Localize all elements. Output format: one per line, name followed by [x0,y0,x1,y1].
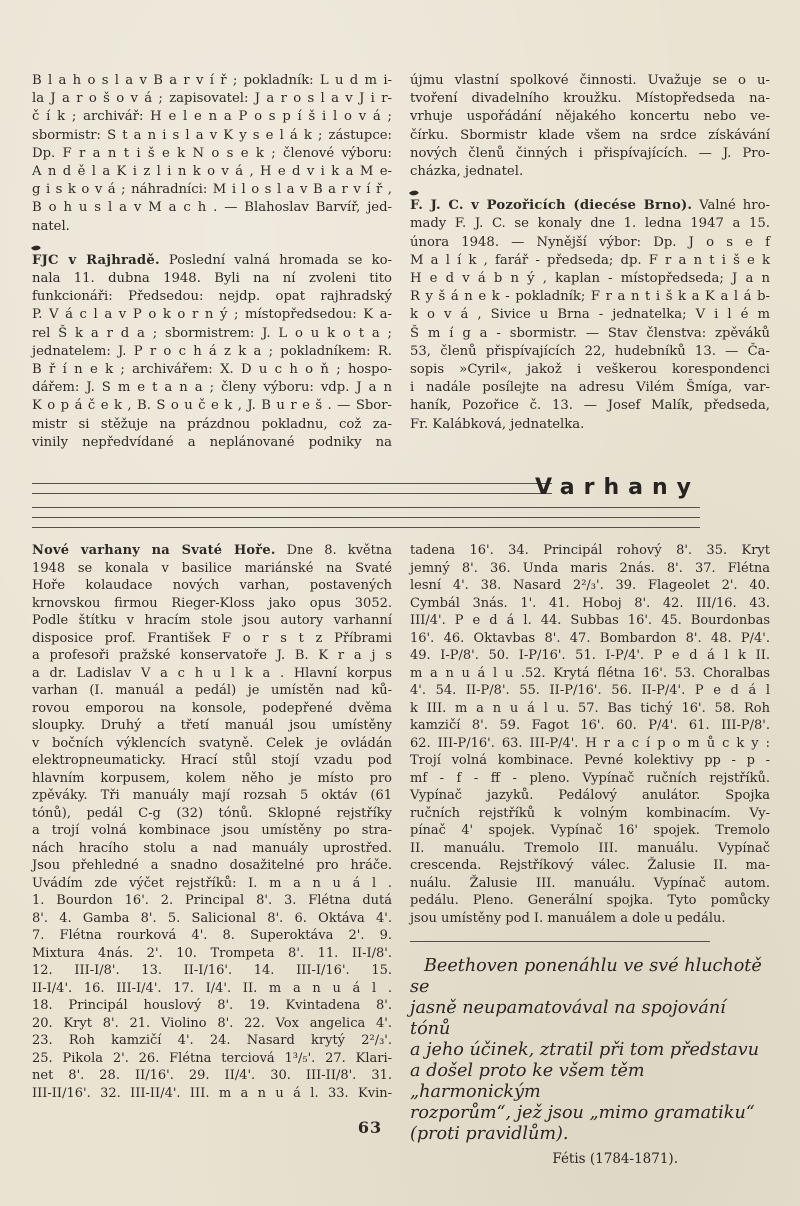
text-line: Uvádím zde výčet rejstříků: I. m a n u á l . [32,875,392,891]
article-lead: Nové varhany na Svaté Hoře. [32,543,276,558]
text-line: 4'. 54. II-P/8'. 55. II-P/16'. 56. II-P/4'. P e d á l [410,683,770,698]
text-line: Cymbál 3nás. 1'. 41. Hoboj 8'. 42. III/16. 43. [410,595,770,611]
ornament-row [32,236,392,252]
text-line: hlavním korpusem, kolem něho je místo pro [32,770,392,786]
text-line: Podle štítku v hracím stole jsou autory varhanní [32,613,392,628]
text-line: sopis »Cyril«, jakož i veškerou korespondenci [410,362,770,378]
paragraph-lead: F. J. C. v Pozořicích (diecése Brno). [410,198,693,214]
text-line: crescenda. Rejstříkový válec. Žalusie II. ma- [410,858,770,873]
text-line: net 8'. 28. II/16'. 29. II/4'. 30. III-II/8'. 31. [32,1068,392,1083]
text-line: sloupky. Druhý a třetí manuál jsou umístěny [32,718,392,733]
text-line: natel. [32,218,70,234]
header-rule [32,507,700,508]
text-line: února 1948. — Nynější výbor: Dp. J o s e f [410,234,770,250]
paragraph-lead-rest: Valné hro- [692,198,770,214]
text-line: v bočních výklencích svatyně. Celek je ovládán [32,735,392,751]
text-line: a dr. Ladislav V a c h u l k a . Hlavní korpus [32,665,392,681]
page-number: 63 [357,1118,383,1137]
text-line: K o p á č e k , B. S o u č e k , J. B u r e š . — Sbor- [32,398,392,414]
text-line: varhan (I. manuál a pedál) je umístěn nad ků- [32,683,392,698]
text-line: 16'. 46. Oktavbas 8'. 47. Bombardon 8'. 48. P/4'. [410,630,770,646]
text-line: k III. m a n u á l u. 57. Bas tichý 16'. 58. Roh [410,700,770,716]
beethoven-quote [410,956,770,1170]
text-line: B l a h o s l a v B a r v í ř ; pokladník: L u d m i- [32,73,392,88]
text-line: 1948 se konala v basilice mariánské na Svaté [32,560,392,576]
text-line [32,252,392,270]
text-line: H e d v á b n ý , kaplan - místopředseda; J a n [410,271,770,287]
text-line: 25. Pikola 2'. 26. Flétna terciová 1³/₅'. 27. Klari- [32,1050,392,1066]
text-line: (proti pravidlům). [410,1124,569,1145]
text-line: dářem: J. S m e t a n a ; členy výboru: vdp. J a n [32,380,392,396]
text-line: vinily nepředvídané a neplánované podniky na [32,434,392,450]
text-line: elektropneumaticky. Hrací stůl stojí vzadu pod [32,753,392,768]
text-line: m a n u á l u .52. Krytá flétna 16'. 53. Choralbas [410,665,770,681]
paragraph-body [32,270,392,452]
section-header-band [32,474,700,530]
quote-body [410,956,770,1145]
text-line: vrhuje uspořádání nějakého koncertu nebo ve- [410,109,770,125]
text-line: 62. III-P/16'. 63. III-P/4'. H r a c í p o m ů c k y : [410,735,770,751]
paragraph-lead-rest: Poslední valná hromada se ko- [159,252,392,268]
text-line [32,542,392,560]
text-line: 18. Principál houslový 8'. 19. Kvintadena 8'. [32,998,392,1013]
text-line: funkcionáři: Předsedou: nejdp. opat rajhradský [32,289,392,305]
header-rule [32,517,700,518]
quote-attribution: Fétis (1784-1871). [552,1151,678,1168]
text-line: B o h u s l a v M a c h . — Blahoslav Barvíř, jed- [32,200,392,216]
text-line: Trojí volná kombinace. Pevné kolektivy pp - p - [410,753,770,768]
text-line: Vypínač jazyků. Pedálový anulátor. Spojka [410,788,770,803]
text-line: tadena 16'. 34. Principál rohový 8'. 35. Kryt [410,543,770,558]
text-line: III-II/16'. 32. III-II/4'. III. m a n u á l. 33. Kvin- [32,1085,392,1101]
text-line: rel Š k a r d a ; sbormistrem: J. L o u k o t a ; [32,325,392,341]
article-body [32,560,392,1103]
committee-paragraph [32,72,392,236]
text-line: haník, Pozořice č. 13. — Josef Malík, předseda, [410,398,770,414]
text-line: B ř í n e k ; archivářem: X. D u c h o ň ; hospo- [32,362,392,378]
top-left-column [32,72,392,452]
text-line: cházka, jednatel. [410,164,524,180]
text-line: mistr si stěžuje na prázdnou pokladnu, což za- [32,416,392,432]
text-line: II. manuálu. Tremolo III. manuálu. Vypínač [410,840,770,856]
text-line: k o v á , Sivice u Brna - jednatelka; V i l é m [410,307,770,323]
text-line: la J a r o š o v á ; zapisovatel: J a r o s l a v J i r- [32,91,392,107]
article-body [410,542,770,927]
text-line: i nadále posílejte na adresu Vilém Šmíga, var- [410,380,770,396]
text-line: nách hracího stolu a nad manuály uprostřed. [32,840,392,856]
top-right-column [410,72,770,434]
fjc-pozorice-paragraph [410,197,770,434]
text-line: újmu vlastní spolkové činnosti. Uvažuje se o u- [410,73,770,88]
text-line: 1. Bourdon 16'. 2. Principal 8'. 3. Flétna dutá [32,893,392,908]
header-rule [32,493,552,494]
text-line: 12. III-I/8'. 13. II-I/16'. 14. III-I/16'. 15. [32,963,392,978]
text-line: tónů), pedál C-g (32) tónů. Sklopné rejstříky [32,805,392,821]
text-line: M a l í k , farář - předseda; dp. F r a n t i š e k [410,252,770,268]
text-line: krnovskou firmou Rieger-Kloss jako opus 3052. [32,595,392,611]
text-line: sbormistr: S t a n i s l a v K y s e l á k ; zástupce: [32,127,392,143]
text-line: ručních rejstříků k volným kombinacím. Vy- [410,805,770,821]
text-line: a došel proto ke všem těm „harmonickým [410,1061,645,1103]
text-line: zpěváky. Tři manuály mají rozsah 5 oktáv (61 [32,788,392,803]
text-line: 20. Kryt 8'. 21. Violino 8'. 22. Vox angelica 4'. [32,1015,392,1031]
text-line [410,197,770,215]
header-rule [32,483,552,484]
text-line: disposice prof. František F o r s t z Příbrami [32,630,392,646]
paragraph-lead: FJC v Rajhradě. [32,252,160,268]
text-line: pínač 4' spojek. Vypínač 16' spojek. Tremolo [410,823,770,838]
text-line: jemný 8'. 36. Unda maris 2nás. 8'. 37. Flétna [410,560,770,576]
header-rule [32,527,700,528]
text-line: nala 11. dubna 1948. Byli na ní zvoleni tito [32,271,392,287]
text-line: mf - f - ff - pleno. Vypínač ručních rejstříků. [410,770,770,786]
text-line: III/4'. P e d á l. 44. Subbas 16'. 45. Bourdonbas [410,613,770,628]
text-line: jasně neupamatovával na spojování tónů [410,998,726,1040]
text-line: nuálu. Žalusie III. manuálu. Vypínač autom. [410,875,770,891]
text-line: kamzičí 8'. 59. Fagot 16'. 60. P/4'. 61. III-P/8'. [410,718,770,733]
text-line: Dp. F r a n t i š e k N o s e k ; členové výboru: [32,145,392,161]
text-line: nových členů činných i přispívajících. — J. Pro- [410,145,770,161]
text-line: Mixtura 4nás. 2'. 10. Trompeta 8'. 11. II-I/8'. [32,945,392,961]
text-line: č í k ; archivář: H e l e n a P o s p í š i l o v á ; [32,109,392,125]
text-line: jednatelem: J. P r o c h á z k a ; pokladníkem: R. [32,343,392,359]
text-line: A n d ě l a K i z l i n k o v á , H e d v i k a M e- [32,164,392,180]
text-line: 53, členů přispívajících 22, hudebníků 13. — Ča- [410,343,770,359]
text-line: 7. Flétna rourková 4'. 8. Superoktáva 2'. 9. [32,928,392,943]
text-line: 49. I-P/8'. 50. I-P/16'. 51. I-P/4'. P e d á l k II. [410,648,770,663]
text-line: Hoře kolaudace nových varhan, postavených [32,578,392,593]
text-line: Beethoven ponenáhlu ve své hluchotě se [410,956,762,998]
text-line: Jsou přehledné a snadno dosažitelné pro hráče. [32,858,392,873]
article-lead-rest: Dne 8. května [275,543,392,558]
text-line: R y š á n e k - pokladník; F r a n t i š k a K a l á b- [410,289,770,305]
text-line: tvoření divadelního kroužku. Místopředseda na- [410,91,770,107]
text-line: II-I/4'. 16. III-I/4'. 17. I/4'. II. m a n u á l . [32,980,392,996]
paragraph-body [410,215,770,433]
text-line: 23. Roh kamzičí 4'. 24. Nasard krytý 2²/₃'. [32,1033,392,1048]
text-line: a trojí volná kombinace jsou umístěny po stra- [32,823,392,838]
text-line: Fr. Kalábková, jednatelka. [410,416,585,432]
text-line: 8'. 4. Gamba 8'. 5. Salicional 8'. 6. Oktáva 4'. [32,910,392,926]
article-left-column [32,542,392,1102]
article-right-column [410,542,770,1170]
quote-divider-rule [410,941,710,942]
text-line: Š m í g a - sbormistr. — Stav členstva: zpěváků [410,325,770,341]
text-line: čírku. Sbormistr klade všem na srdce získávání [410,127,770,143]
text-line: P. V á c l a v P o k o r n ý ; místopředsedou: K a- [32,307,392,323]
text-line: jsou umístěny pod I. manuálem a dole u pedálu. [410,910,726,926]
text-line: rozporům“, jež jsou „mimo gramatiku“ [410,1103,755,1124]
text-line: a jeho účinek, ztratil při tom představu [410,1040,760,1061]
continuation-paragraph [410,72,770,181]
text-line: g i s k o v á ; náhradníci: M i l o s l a v B a r v í ř , [32,182,392,198]
section-title: Varhany [534,475,700,500]
text-line: lesní 4'. 38. Nasard 2²/₃'. 39. Flageolet 2'. 40. [410,578,770,593]
text-line: a profesoři pražské konservatoře J. B. K r a j s [32,648,392,663]
text-line: pedálu. Pleno. Generální spojka. Tyto pomůcky [410,893,770,908]
text-line: mady F. J. C. se konaly dne 1. ledna 1947 a 15. [410,216,770,232]
fjc-rajhrad-paragraph [32,252,392,452]
ornament-row [410,181,770,197]
text-line: rovou emporou na konsole, podepřené dvěma [32,700,392,716]
